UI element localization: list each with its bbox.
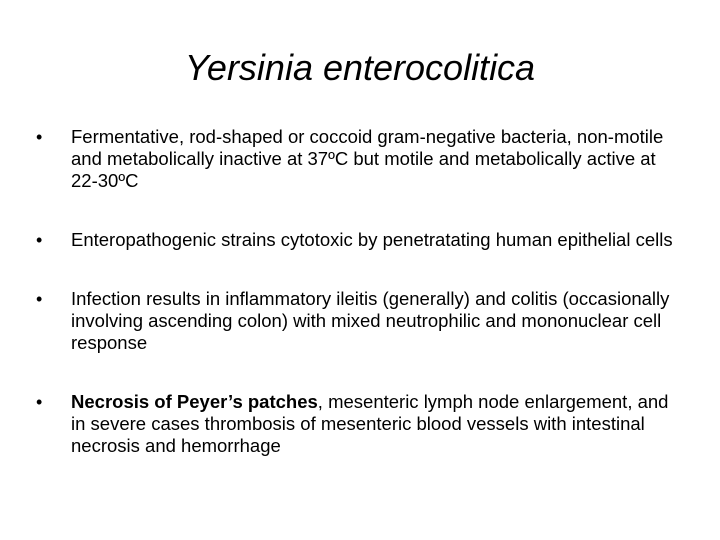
bullet-dot-icon: • xyxy=(36,392,43,412)
bullet-item xyxy=(36,288,686,354)
bullet-text: Fermentative, rod-shaped or coccoid gram-negative bacteria, non-motile and metabolically inactive at 37ºC but motile and metabolically active at 22-30ºC xyxy=(71,126,664,191)
bullet-text: , mesenteric lymph node enlargement, and in severe cases thrombosis of mesenteric blood vessels with intestinal necrosis and hemorrhage xyxy=(71,391,669,456)
bullet-dot-icon: • xyxy=(36,230,43,250)
bullet-item xyxy=(36,391,686,457)
bullet-text: Enteropathogenic strains cytotoxic by penetratating human epithelial cells xyxy=(71,229,673,250)
bullet-text: Infection results in inflammatory ileitis (generally) and colitis (occasionally involving ascending colon) with mixed neutrophilic and mononuclear cell response xyxy=(71,288,670,353)
bullet-item xyxy=(36,126,686,192)
bullet-item xyxy=(36,229,686,251)
slide-title: Yersinia enterocolitica xyxy=(184,47,536,88)
bullet-bold-text: Necrosis of Peyer’s patches xyxy=(71,391,318,412)
bullet-list xyxy=(36,126,686,457)
bullet-dot-icon: • xyxy=(36,127,43,147)
bullet-dot-icon: • xyxy=(36,289,43,309)
